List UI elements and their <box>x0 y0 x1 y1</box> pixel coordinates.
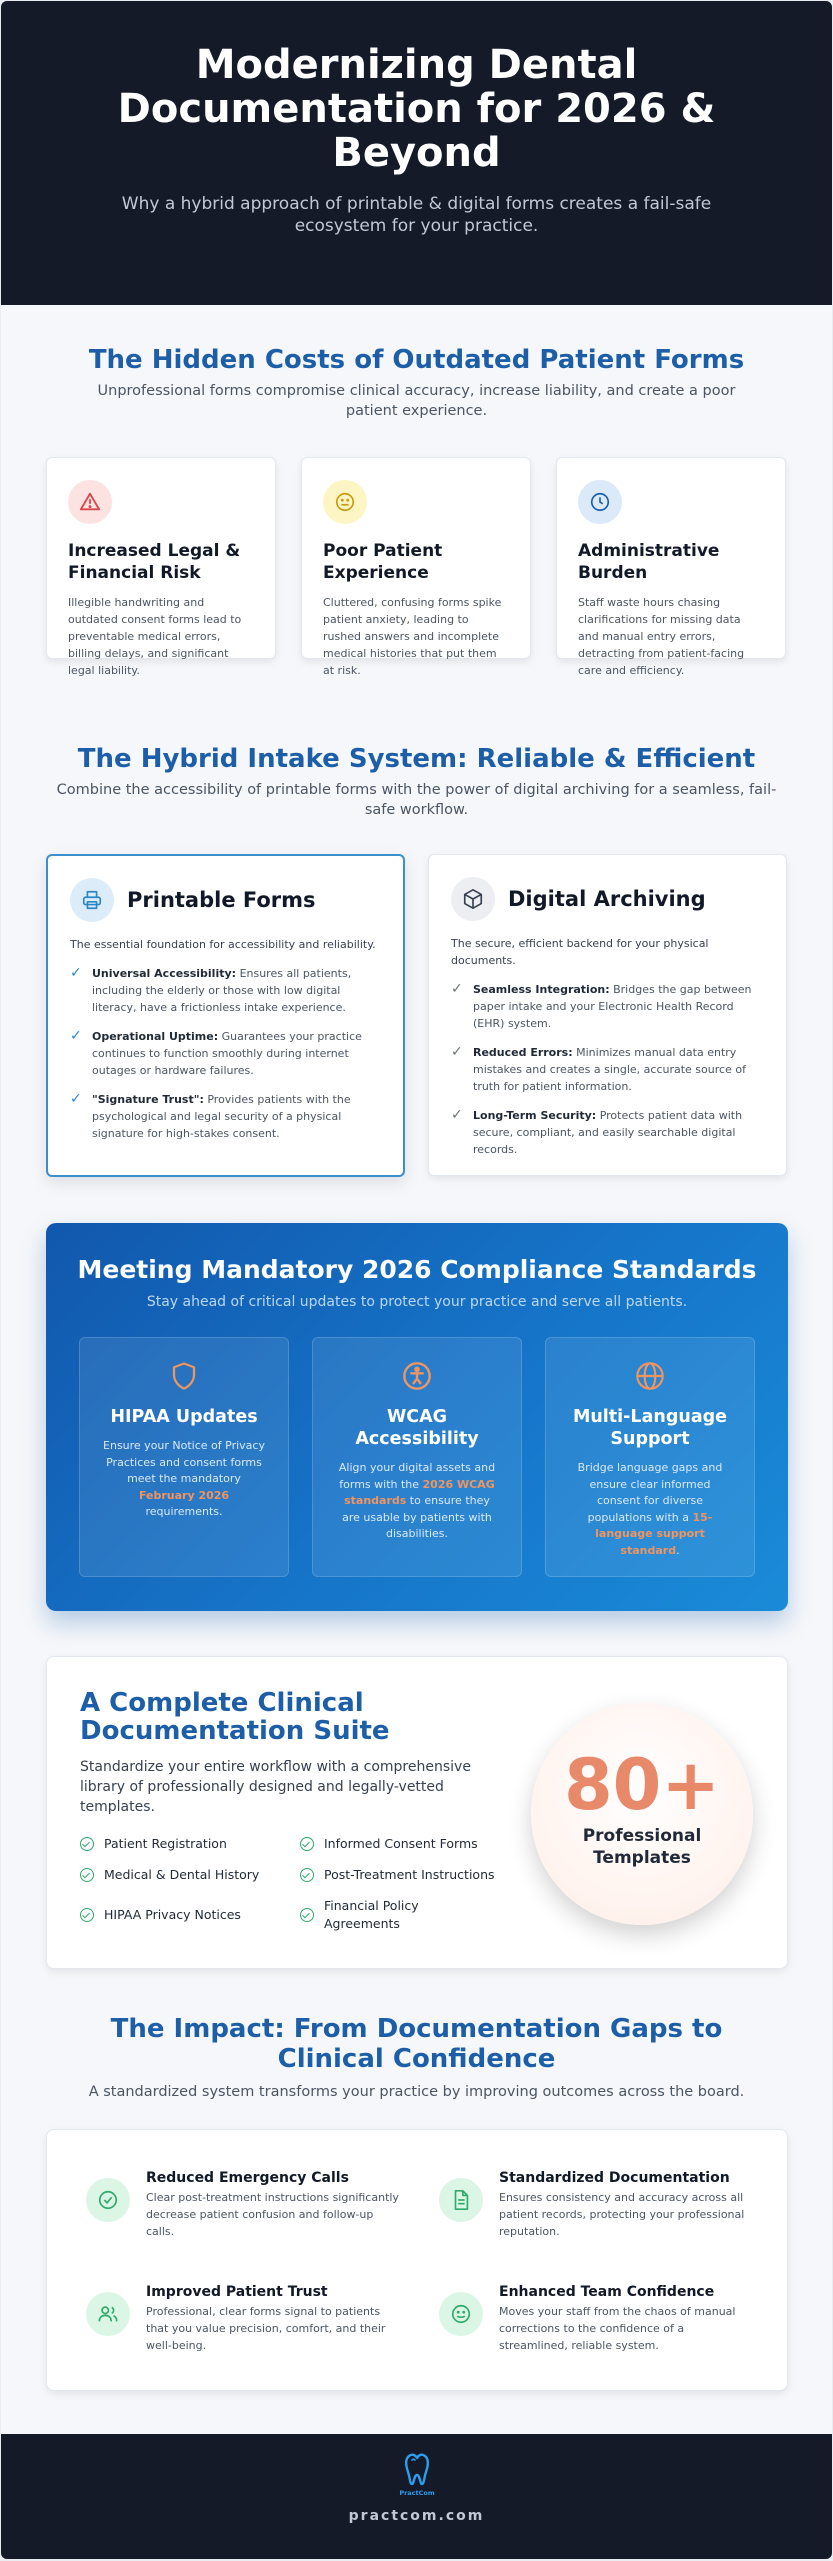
digital-archiving-card <box>428 854 787 1176</box>
compliance-section <box>46 1223 788 1611</box>
costs-title: The Hidden Costs of Outdated Patient Forms <box>88 345 745 375</box>
templates-count: 80+ <box>563 1744 721 1826</box>
check-circle-icon <box>300 1837 314 1851</box>
checkmark-icon: ✓ <box>451 1107 463 1123</box>
compliance-title: Meeting Mandatory 2026 Compliance Standards <box>77 1255 757 1284</box>
page-subtitle: Why a hybrid approach of printable & digital forms creates a fail-safe ecosystem for your practice. <box>121 194 712 236</box>
impact-item-text: Moves your staff from the chaos of manual corrections to the confidence of a streamlined, reliable system. <box>499 2305 736 2352</box>
checkmark-icon: ✓ <box>70 965 82 981</box>
printable-forms-card <box>46 854 405 1177</box>
compliance-card-wcag <box>312 1337 522 1577</box>
templates-count-badge <box>531 1703 753 1925</box>
list-item: ✓ Universal Accessibility: Ensures all patients, including the elderly or those with low digital literacy, have a frictionless intake experience. <box>70 965 352 1014</box>
globe-icon <box>546 1358 754 1394</box>
impact-item-text: Ensures consistency and accuracy across all patient records, protecting your professional reputation. <box>499 2191 745 2238</box>
suite-desc: Standardize your entire workflow with a comprehensive library of professionally designed and legally-vetted templates. <box>80 1759 471 1815</box>
check-circle-icon <box>80 1908 94 1922</box>
hybrid-system-section <box>1 744 832 1156</box>
list-item: ✓ Seamless Integration: Bridges the gap between paper intake and your Electronic Health Record (EHR) system. <box>451 981 752 1030</box>
template-item: Medical & Dental History <box>80 1866 280 1884</box>
cost-card-legal-risk <box>46 457 276 677</box>
neutral-face-icon <box>323 480 367 524</box>
compliance-card-text: Ensure your Notice of Privacy Practices and consent forms meet the mandatory February 2026 requirements. <box>103 1439 265 1518</box>
impact-item-title: Improved Patient Trust <box>146 2284 328 2300</box>
cost-card-title: Increased Legal & Financial Risk <box>68 541 241 583</box>
compliance-card-hipaa <box>79 1337 289 1577</box>
list-item: ✓ Long-Term Security: Protects patient data with secure, compliant, and easily searchable digital records. <box>451 1107 743 1156</box>
check-circle-icon <box>300 1908 314 1922</box>
digital-archiving-title: Digital Archiving <box>508 887 706 911</box>
check-circle-icon <box>300 1868 314 1882</box>
impact-subtitle: A standardized system transforms your practice by improving outcomes across the board. <box>88 2084 745 2100</box>
impact-item-title: Reduced Emergency Calls <box>146 2170 349 2186</box>
cost-card-text: Illegible handwriting and outdated consent forms lead to preventable medical errors, billing delays, and significant legal liability. <box>68 596 242 677</box>
costs-subtitle: Unprofessional forms compromise clinical accuracy, increase liability, and create a poor patient experience. <box>97 383 736 419</box>
impact-item-title: Enhanced Team Confidence <box>499 2284 715 2300</box>
cost-card-title: Poor Patient Experience <box>323 541 443 583</box>
check-circle-icon <box>80 1837 94 1851</box>
warning-icon <box>68 480 112 524</box>
template-item: Informed Consent Forms <box>300 1835 500 1853</box>
cost-card-title: Administrative Burden <box>578 541 720 583</box>
list-item: ✓ Reduced Errors: Minimizes manual data entry mistakes and creates a single, accurate source of truth for patient information. <box>451 1044 746 1093</box>
compliance-card-title: HIPAA Updates <box>110 1407 258 1427</box>
check-circle-icon <box>80 1868 94 1882</box>
checkmark-icon: ✓ <box>70 1028 82 1044</box>
template-item: HIPAA Privacy Notices <box>80 1906 280 1924</box>
page-title: Modernizing Dental Documentation for 2026 & Beyond <box>117 42 716 176</box>
hybrid-subtitle: Combine the accessibility of printable forms with the power of digital archiving for a seamless, fail-safe workflow. <box>56 782 777 818</box>
impact-section <box>1 2014 832 2352</box>
checkmark-icon: ✓ <box>451 1044 463 1060</box>
impact-item-emergency-calls <box>86 2170 406 2250</box>
digital-archiving-desc: The secure, efficient backend for your physical documents. <box>451 937 709 967</box>
compliance-card-title: WCAG Accessibility <box>355 1407 479 1449</box>
document-icon <box>439 2178 483 2222</box>
check-circle-icon <box>86 2178 130 2222</box>
template-item: Patient Registration <box>80 1835 280 1853</box>
footer <box>1 2434 832 2559</box>
impact-item-text: Professional, clear forms signal to patients that you value precision, comfort, and their well-being. <box>146 2305 386 2352</box>
users-icon <box>86 2292 130 2336</box>
documentation-suite-section <box>46 1656 788 1969</box>
impact-card <box>46 2129 788 2391</box>
checkmark-icon: ✓ <box>70 1091 82 1107</box>
compliance-card-title: Multi-Language Support <box>572 1407 728 1449</box>
impact-title: The Impact: From Documentation Gaps to Clinical Confidence <box>110 2014 723 2074</box>
cost-card-text: Staff waste hours chasing clarifications for missing data and manual entry errors, detracting from patient-facing care and efficiency. <box>578 596 745 677</box>
printable-forms-title: Printable Forms <box>127 888 316 912</box>
cost-cards <box>46 457 788 677</box>
template-item: Post-Treatment Instructions <box>300 1866 500 1884</box>
impact-item-team-confidence <box>439 2284 759 2364</box>
hidden-costs-section <box>1 345 832 677</box>
hero-header <box>1 1 832 305</box>
cost-card-admin-burden <box>556 457 786 677</box>
shield-icon <box>80 1358 288 1394</box>
digital-benefits-list <box>451 981 764 1158</box>
cube-icon <box>451 877 495 921</box>
footer-site-link[interactable]: practcom.com <box>348 2508 485 2524</box>
suite-title: A Complete Clinical Documentation Suite <box>80 1688 390 1746</box>
hybrid-title: The Hybrid Intake System: Reliable & Efficient <box>77 744 756 774</box>
compliance-card-text: Align your digital assets and forms with the 2026 WCAG standards to ensure they are usable by patients with disabilities. <box>338 1461 496 1540</box>
templates-count-label: Professional Templates <box>582 1826 702 1868</box>
impact-item-title: Standardized Documentation <box>499 2170 730 2186</box>
compliance-card-text: Bridge language gaps and ensure clear informed consent for diverse populations with a 15-language support standard. <box>577 1461 723 1557</box>
compliance-subtitle: Stay ahead of critical updates to protect your practice and serve all patients. <box>146 1294 688 1310</box>
printer-icon <box>70 878 114 922</box>
list-item: ✓ Operational Uptime: Guarantees your practice continues to function smoothly during internet outages or hardware failures. <box>70 1028 362 1077</box>
checkmark-icon: ✓ <box>451 981 463 997</box>
cost-card-patient-experience <box>301 457 531 677</box>
impact-item-text: Clear post-treatment instructions significantly decrease patient confusion and follow-up calls. <box>146 2191 399 2238</box>
compliance-card-multi-language <box>545 1337 755 1577</box>
impact-item-patient-trust <box>86 2284 406 2364</box>
list-item: ✓ "Signature Trust": Provides patients with the psychological and legal security of a physical signature for high-stakes consent. <box>70 1091 351 1140</box>
infographic-page <box>1 1 832 2559</box>
accessibility-icon <box>313 1358 521 1394</box>
smile-icon <box>439 2292 483 2336</box>
template-item: Financial Policy Agreements <box>300 1897 460 1933</box>
printable-forms-desc: The essential foundation for accessibility and reliability. <box>70 938 376 951</box>
logo-text: PractCom <box>398 2489 435 2497</box>
printable-benefits-list <box>70 965 381 1142</box>
impact-item-standardized-docs <box>439 2170 759 2250</box>
cost-card-text: Cluttered, confusing forms spike patient anxiety, leading to rushed answers and incomplete medical histories that put them at risk. <box>323 596 502 677</box>
practcom-logo[interactable] <box>1 2450 832 2498</box>
clock-icon <box>578 480 622 524</box>
